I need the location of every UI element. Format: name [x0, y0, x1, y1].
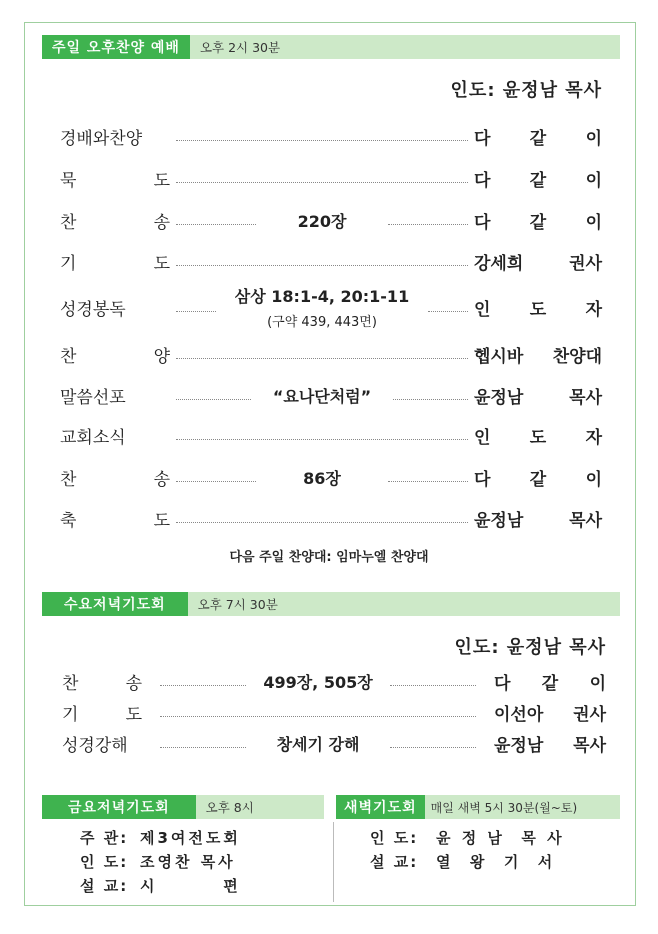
leader-dots — [176, 481, 256, 482]
item-name: 축 도 — [60, 510, 170, 531]
item-who: 인 도 자 — [474, 299, 602, 320]
wednesday-time: 오후 7시 30분 — [188, 592, 620, 616]
item-name: 찬 양 — [60, 346, 170, 367]
leader-dots — [390, 747, 476, 748]
item-name: 교회소식 — [60, 427, 126, 448]
item-name: 찬 송 — [62, 673, 142, 694]
wednesday-leader: 인도: 윤정남 목사 — [454, 637, 606, 658]
friday-value: 조영찬 목사 — [140, 852, 236, 871]
item-name: 성경강해 — [62, 735, 128, 756]
friday-row — [80, 826, 241, 848]
friday-key: 설 교: — [80, 876, 129, 895]
item-who: 인 도 자 — [474, 427, 602, 448]
item-name: 찬 송 — [60, 469, 170, 490]
list-item — [60, 121, 602, 151]
item-detail — [222, 284, 422, 330]
item-who: 다 같 이 — [474, 212, 602, 233]
leader-dots — [388, 481, 468, 482]
list-item — [62, 728, 606, 758]
leader-dots — [176, 182, 468, 183]
leader-dots — [160, 716, 476, 717]
dawn-row — [370, 826, 565, 848]
list-item — [60, 283, 602, 331]
item-name: 찬 송 — [60, 212, 170, 233]
list-item — [62, 697, 606, 727]
leader-dots — [176, 265, 468, 266]
sunday-title: 주일 오후찬양 예배 — [42, 35, 190, 59]
item-who: 다 같 이 — [494, 673, 606, 694]
item-who: 헵시바 찬양대 — [474, 346, 602, 367]
dawn-value: 열 왕 기 서 — [436, 852, 556, 871]
list-item — [60, 339, 602, 369]
next-week-choir-note: 다음 주일 찬양대: 임마누엘 찬양대 — [229, 550, 429, 565]
item-who: 윤정남 목사 — [474, 510, 602, 531]
item-detail: “요나단처럼” — [272, 386, 372, 406]
item-detail: 499장, 505장 — [263, 672, 373, 692]
list-item — [60, 420, 602, 450]
sunday-leader: 인도: 윤정남 목사 — [450, 80, 602, 101]
leader-dots — [390, 685, 476, 686]
list-item — [60, 205, 602, 235]
leader-dots — [176, 311, 216, 312]
leader-dots — [176, 399, 251, 400]
list-item — [60, 462, 602, 492]
leader-dots — [388, 224, 468, 225]
item-name: 성경봉독 — [60, 299, 126, 320]
leader-dots — [176, 224, 256, 225]
leader-dots — [176, 522, 468, 523]
leader-dots — [160, 685, 246, 686]
item-detail-sub: (구약 439, 443면) — [267, 315, 377, 330]
friday-value: 제3여전도회 — [140, 828, 241, 847]
list-item — [60, 163, 602, 193]
leader-dots — [160, 747, 246, 748]
item-detail: 220장 — [297, 211, 347, 231]
sunday-time: 오후 2시 30분 — [190, 35, 620, 59]
item-detail: 창세기 강해 — [276, 734, 360, 754]
item-detail-main: 삼상 18:1-4, 20:1-11 — [234, 287, 410, 306]
item-who: 다 같 이 — [474, 170, 602, 191]
list-item — [60, 503, 602, 533]
dawn-title: 새벽기도회 — [336, 795, 425, 819]
friday-header-bar — [42, 795, 324, 819]
friday-row — [80, 874, 241, 896]
item-name: 기 도 — [60, 253, 170, 274]
dawn-row — [370, 850, 555, 872]
friday-key: 주 관: — [80, 828, 129, 847]
leader-dots — [176, 140, 468, 141]
friday-value: 시 편 — [140, 876, 241, 895]
dawn-value: 윤 정 남 목 사 — [436, 828, 565, 847]
item-who: 강세희 권사 — [474, 253, 602, 274]
item-who: 윤정남 목사 — [474, 387, 602, 408]
list-item — [62, 666, 606, 696]
item-who: 윤정남 목사 — [494, 735, 606, 756]
wednesday-title: 수요저녁기도회 — [42, 592, 188, 616]
item-name: 묵 도 — [60, 170, 170, 191]
leader-dots — [176, 439, 468, 440]
list-item — [60, 246, 602, 276]
leader-dots — [393, 399, 468, 400]
dawn-key: 인 도: — [370, 828, 419, 847]
dawn-time: 매일 새벽 5시 30분(월~토) — [425, 795, 620, 819]
column-divider — [333, 822, 334, 902]
leader-dots — [176, 358, 468, 359]
list-item — [60, 380, 602, 410]
friday-title: 금요저녁기도회 — [42, 795, 196, 819]
item-name: 말씀선포 — [60, 387, 126, 408]
friday-key: 인 도: — [80, 852, 129, 871]
friday-time: 오후 8시 — [196, 795, 324, 819]
leader-dots — [428, 311, 468, 312]
dawn-header-bar — [336, 795, 620, 819]
friday-row — [80, 850, 236, 872]
item-who: 이선아 권사 — [494, 704, 606, 725]
wednesday-header-bar — [42, 592, 620, 616]
item-name: 경배와찬양 — [60, 128, 143, 149]
item-who: 다 같 이 — [474, 469, 602, 490]
sunday-header-bar — [42, 35, 620, 59]
item-detail: 86장 — [303, 468, 341, 488]
dawn-key: 설 교: — [370, 852, 419, 871]
item-who: 다 같 이 — [474, 128, 602, 149]
item-name: 기 도 — [62, 704, 142, 725]
